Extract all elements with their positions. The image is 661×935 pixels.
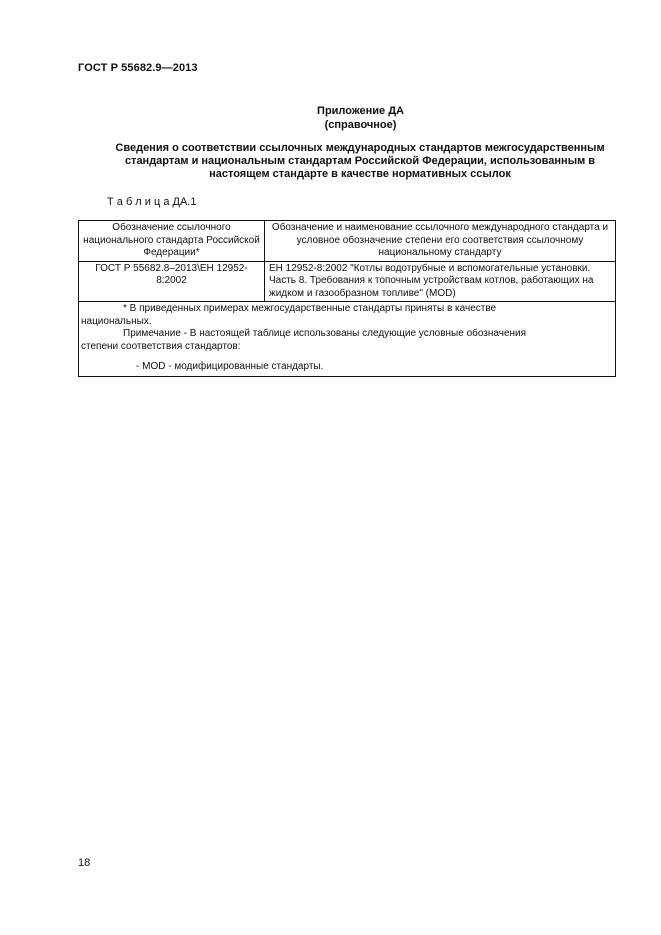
table-header-row <box>79 221 616 262</box>
table-footnote-row <box>79 302 616 377</box>
footnote-line: национальных. <box>81 315 152 327</box>
page-number: 18 <box>78 857 91 869</box>
column-header-national: Обозначение ссылочного национального стандарта Российской Федерации* <box>79 221 265 262</box>
footnote-line: * В приведенных примерах межгосударственные стандарты приняты в качестве <box>123 303 497 314</box>
note-line: - MOD - модифицированные стандарты. <box>136 361 324 372</box>
note-line: Примечание - В настоящей таблице использованы следующие условные обозначения <box>123 328 527 339</box>
table-row <box>79 261 616 302</box>
table-footnote <box>79 302 616 377</box>
appendix-block <box>0 104 661 132</box>
cell-international-standard: ЕН 12952-8:2002 "Котлы водотрубные и вспомогательные установки. Часть 8. Требования к топочным устройствам котлов, работающих на жидком и газообразном топливе" (MOD) <box>265 261 616 302</box>
appendix-subtitle: (справочное) <box>324 119 397 131</box>
heading-line: стандартам и национальным стандартам Российской Федерации, использованным в <box>124 155 596 167</box>
table-caption: Т а б л и ц а ДА.1 <box>107 196 197 208</box>
correspondence-table <box>78 220 616 377</box>
document-code: ГОСТ Р 55682.9—2013 <box>78 62 198 74</box>
cell-national-standard: ГОСТ Р 55682.8–2013\ЕН 12952-8:2002 <box>79 261 265 302</box>
section-heading <box>100 142 620 181</box>
heading-line: Сведения о соответствии ссылочных международных стандартов межгосударственным <box>115 142 605 154</box>
column-header-international: Обозначение и наименование ссылочного международного стандарта и условное обозначение степени его соответствия ссылочному национальному стандарту <box>265 221 616 262</box>
appendix-title: Приложение ДА <box>317 105 404 117</box>
note-line: степени соответствия стандартов: <box>81 340 241 352</box>
heading-line: настоящем стандарте в качестве нормативных ссылок <box>209 168 511 180</box>
